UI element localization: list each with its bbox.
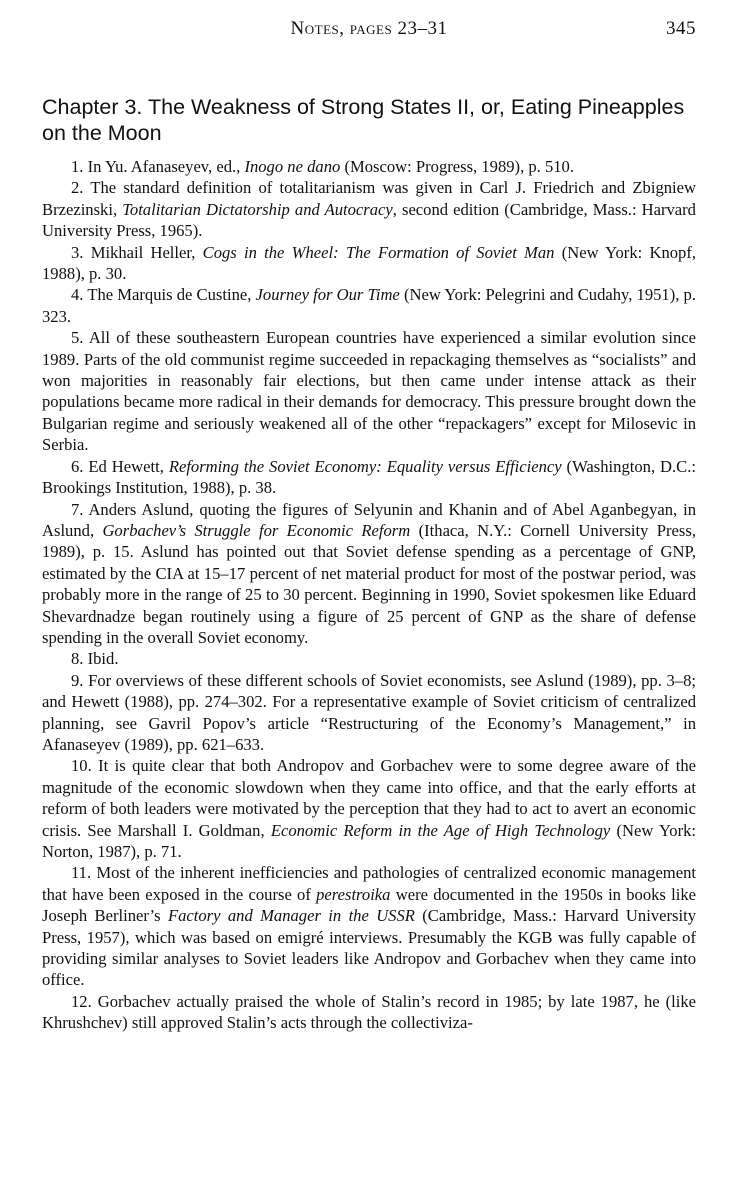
note-number: 8.	[71, 649, 84, 669]
note	[42, 284, 696, 327]
note-text: It is quite clear that both Andropov and Gorbachev were to some degree aware of the magnitude of the economic slowdown when they came into office, and that the early efforts at reform of both leaders were motivated by the perception that they had to act to avert an economic crisis. See Marshall I. Goldman,	[42, 756, 696, 840]
note-number: 10.	[71, 756, 92, 776]
note-text: The standard definition of totalitarianism was given in Carl J. Friedrich and Zbigniew Brzezinski,	[42, 178, 697, 219]
note-number: 9.	[71, 670, 84, 690]
note	[42, 156, 696, 177]
note-text: Ed Hewett,	[88, 456, 169, 476]
note-text: Anders Aslund, quoting the figures of Selyunin and Khanin and of Abel Aganbegyan, in Aslund,	[42, 499, 696, 540]
note-number: 11.	[71, 863, 92, 883]
note-text: Ibid.	[87, 649, 119, 669]
note-number: 3.	[71, 242, 84, 262]
chapter-title: Chapter 3. The Weakness of Strong States II, or, Eating Pineapples on the Moon	[42, 95, 685, 145]
note-text: (New York: Knopf, 1988), p. 30.	[42, 242, 697, 284]
note-title-text: perestroika	[316, 884, 391, 904]
notes-list	[42, 156, 696, 1034]
note	[42, 670, 696, 756]
note-number: 5.	[71, 328, 84, 348]
note	[42, 242, 696, 285]
note-text: were documented in the 1950s in books like Joseph Berliner’s	[42, 884, 696, 926]
note-title-text: Gorbachev’s Struggle for Economic Reform	[102, 520, 411, 540]
note-title-text: Reforming the Soviet Economy: Equality versus Efficiency	[168, 456, 562, 476]
note-text: For overviews of these different schools of Soviet economists, see Aslund (1989), pp. 3–8; and Hewett (1988), pp. 274–302. For a representative example of Soviet criticism of centralized planning, see Gavril Popov’s article “Restructuring of the Economy’s Management,” in Afanaseyev (1989), pp. 621–633.	[42, 670, 696, 754]
note	[42, 456, 696, 499]
note	[42, 648, 696, 669]
note-title-text: Totalitarian Dictatorship and Autocracy	[122, 199, 393, 219]
note	[42, 327, 696, 455]
note-text: (Moscow: Progress, 1989), p. 510.	[340, 157, 574, 176]
note-title-text: Journey for Our Time	[255, 285, 400, 305]
note-number: 12.	[71, 991, 92, 1011]
book-page	[42, 14, 696, 1034]
note-text: The Marquis de Custine,	[87, 285, 256, 305]
note	[42, 862, 696, 990]
note	[42, 991, 696, 1034]
note-title-text: Inogo ne dano	[244, 157, 341, 176]
note-text: (Ithaca, N.Y.: Cornell University Press, 1989), p. 15. Aslund has pointed out that Soviet defense spending as a percentage of GNP, estimated by the CIA at 15–17 percent of net material product for most of the postwar period, was probably more in the range of 25 to 30 percent. Beginning in 1990, Soviet spokesmen like Eduard Shevardnadze began routinely using a figure of 25 percent of GNP as the share of defense spending in the overall Soviet economy.	[42, 520, 696, 647]
note-text: All of these southeastern European countries have experienced a similar evolution since 1989. Parts of the old communist regime succeeded in repackaging themselves as “socialists” and won majorities in reasonably fair elections, but then came under intense attack as their populations became more radical in their demands for democracy. This pressure brought down the Bulgarian regime and seriously weakened all of the other “repackagers” except for Milosevic in Serbia.	[42, 328, 696, 455]
running-head-title: Notes, pages 23–31	[290, 18, 448, 39]
note-text: Gorbachev actually praised the whole of Stalin’s record in 1985; by late 1987, he (like Khrushchev) still approved Stalin’s acts through the collectiviza-	[42, 991, 697, 1033]
note-text: , second edition (Cambridge, Mass.: Harvard University Press, 1965).	[42, 199, 696, 241]
note-number: 2.	[71, 178, 84, 198]
note-number: 1.	[71, 157, 84, 176]
note-text: (Cambridge, Mass.: Harvard University Press, 1957), which was based on emigré interviews. Presumably the KGB was fully capable of providing similar analyses to Soviet leaders like Andropov and Gorbachev when they came into office.	[42, 906, 696, 990]
running-head	[42, 14, 696, 48]
note	[42, 755, 696, 862]
note-number: 4.	[71, 285, 84, 305]
note-text: In Yu. Afanaseyev, ed.,	[87, 157, 245, 176]
note-text: (Washington, D.C.: Brookings Institution, 1988), p. 38.	[42, 456, 697, 498]
note-number: 7.	[71, 499, 84, 519]
page-number: 345	[666, 18, 696, 39]
note-number: 6.	[71, 456, 84, 476]
note-text: Mikhail Heller,	[90, 242, 203, 262]
note-title-text: Factory and Manager in the USSR	[167, 906, 415, 926]
note-title-text: Cogs in the Wheel: The Formation of Soviet Man	[202, 242, 555, 262]
note	[42, 177, 696, 241]
note-text: (New York: Pelegrini and Cudahy, 1951), p. 323.	[42, 285, 696, 326]
note-text: Most of the inherent inefficiencies and pathologies of centralized economic management that have been exposed in the course of	[42, 863, 696, 904]
note	[42, 499, 696, 649]
note-title-text: Economic Reform in the Age of High Technology	[270, 820, 611, 840]
note-text: (New York: Norton, 1987), p. 71.	[42, 820, 697, 861]
